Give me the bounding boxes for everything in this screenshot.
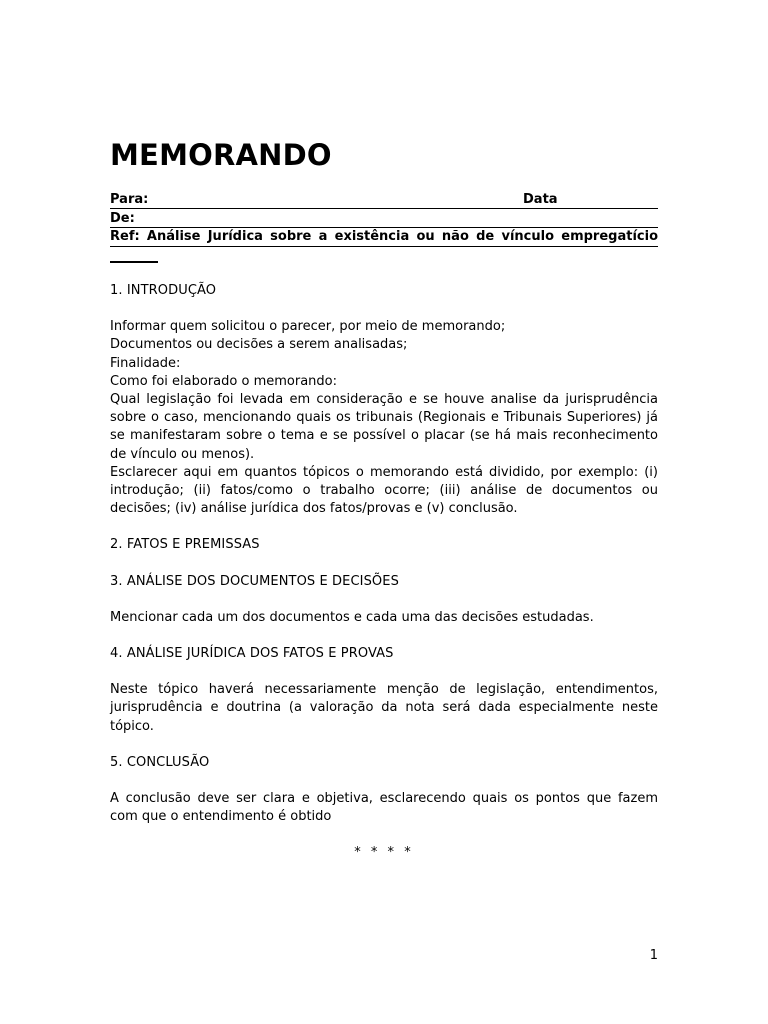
para-label: Para:	[110, 192, 149, 207]
intro-paragraph-topicos: Esclarecer aqui em quantos tópicos o memorando está dividido, por exemplo: (i) introdução; (ii) fatos/como o trabalho ocorre; (iii) análise de documentos ou decisões; (iv) análise jurídica dos fatos/provas e (v) conclusão.	[110, 464, 658, 517]
section-heading-analise-documentos: 3. ANÁLISE DOS DOCUMENTOS E DECISÕES	[110, 573, 399, 589]
section-heading-conclusao: 5. CONCLUSÃO	[110, 754, 210, 770]
section-heading-introducao: 1. INTRODUÇÃO	[110, 283, 217, 298]
section-heading-fatos: 2. FATOS E PREMISSAS	[110, 537, 260, 553]
intro-line: Informar quem solicitou o parecer, por meio de memorando;	[110, 319, 506, 335]
data-label: Data	[523, 192, 558, 207]
analise-juridica-text: Neste tópico haverá necessariamente menção de legislação, entendimentos, jurisprudência e doutrina (a valoração da nota será dada especialmente neste tópico.	[110, 682, 658, 734]
de-line	[110, 209, 658, 228]
de-label: De:	[110, 211, 135, 226]
conclusao-text: A conclusão deve ser clara e objetiva, esclarecendo quais os pontos que fazem com que o entendimento é obtido	[110, 791, 658, 825]
end-mark: * * * *	[354, 845, 414, 861]
section-heading-analise-juridica: 4. ANÁLISE JURÍDICA DOS FATOS E PROVAS	[110, 646, 394, 662]
ref-continuation-rule	[110, 261, 158, 263]
page-number: 1	[649, 948, 658, 963]
ref-text: Ref: Análise Jurídica sobre a existência ou não de vínculo empregatício	[110, 229, 658, 244]
memo-header	[110, 190, 658, 263]
analise-documentos-text: Mencionar cada um dos documentos e cada uma das decisões estudadas.	[110, 609, 594, 625]
para-line	[110, 190, 658, 209]
ref-line	[110, 228, 658, 247]
document-title: MEMORANDO	[110, 138, 332, 172]
intro-line: Finalidade:	[110, 355, 181, 371]
intro-paragraph-legislacao: Qual legislação foi levada em consideração e se houve analise da jurisprudência sobre o caso, mencionando quais os tribunais (Regionais e Tribunais Superiores) já se manifestaram sobre o tema e se possível o placar (se há mais reconhecimento de vínculo ou menos).	[110, 392, 658, 462]
intro-line: Como foi elaborado o memorando:	[110, 373, 337, 389]
intro-line: Documentos ou decisões a serem analisadas;	[110, 337, 408, 353]
memo-body	[110, 282, 658, 863]
